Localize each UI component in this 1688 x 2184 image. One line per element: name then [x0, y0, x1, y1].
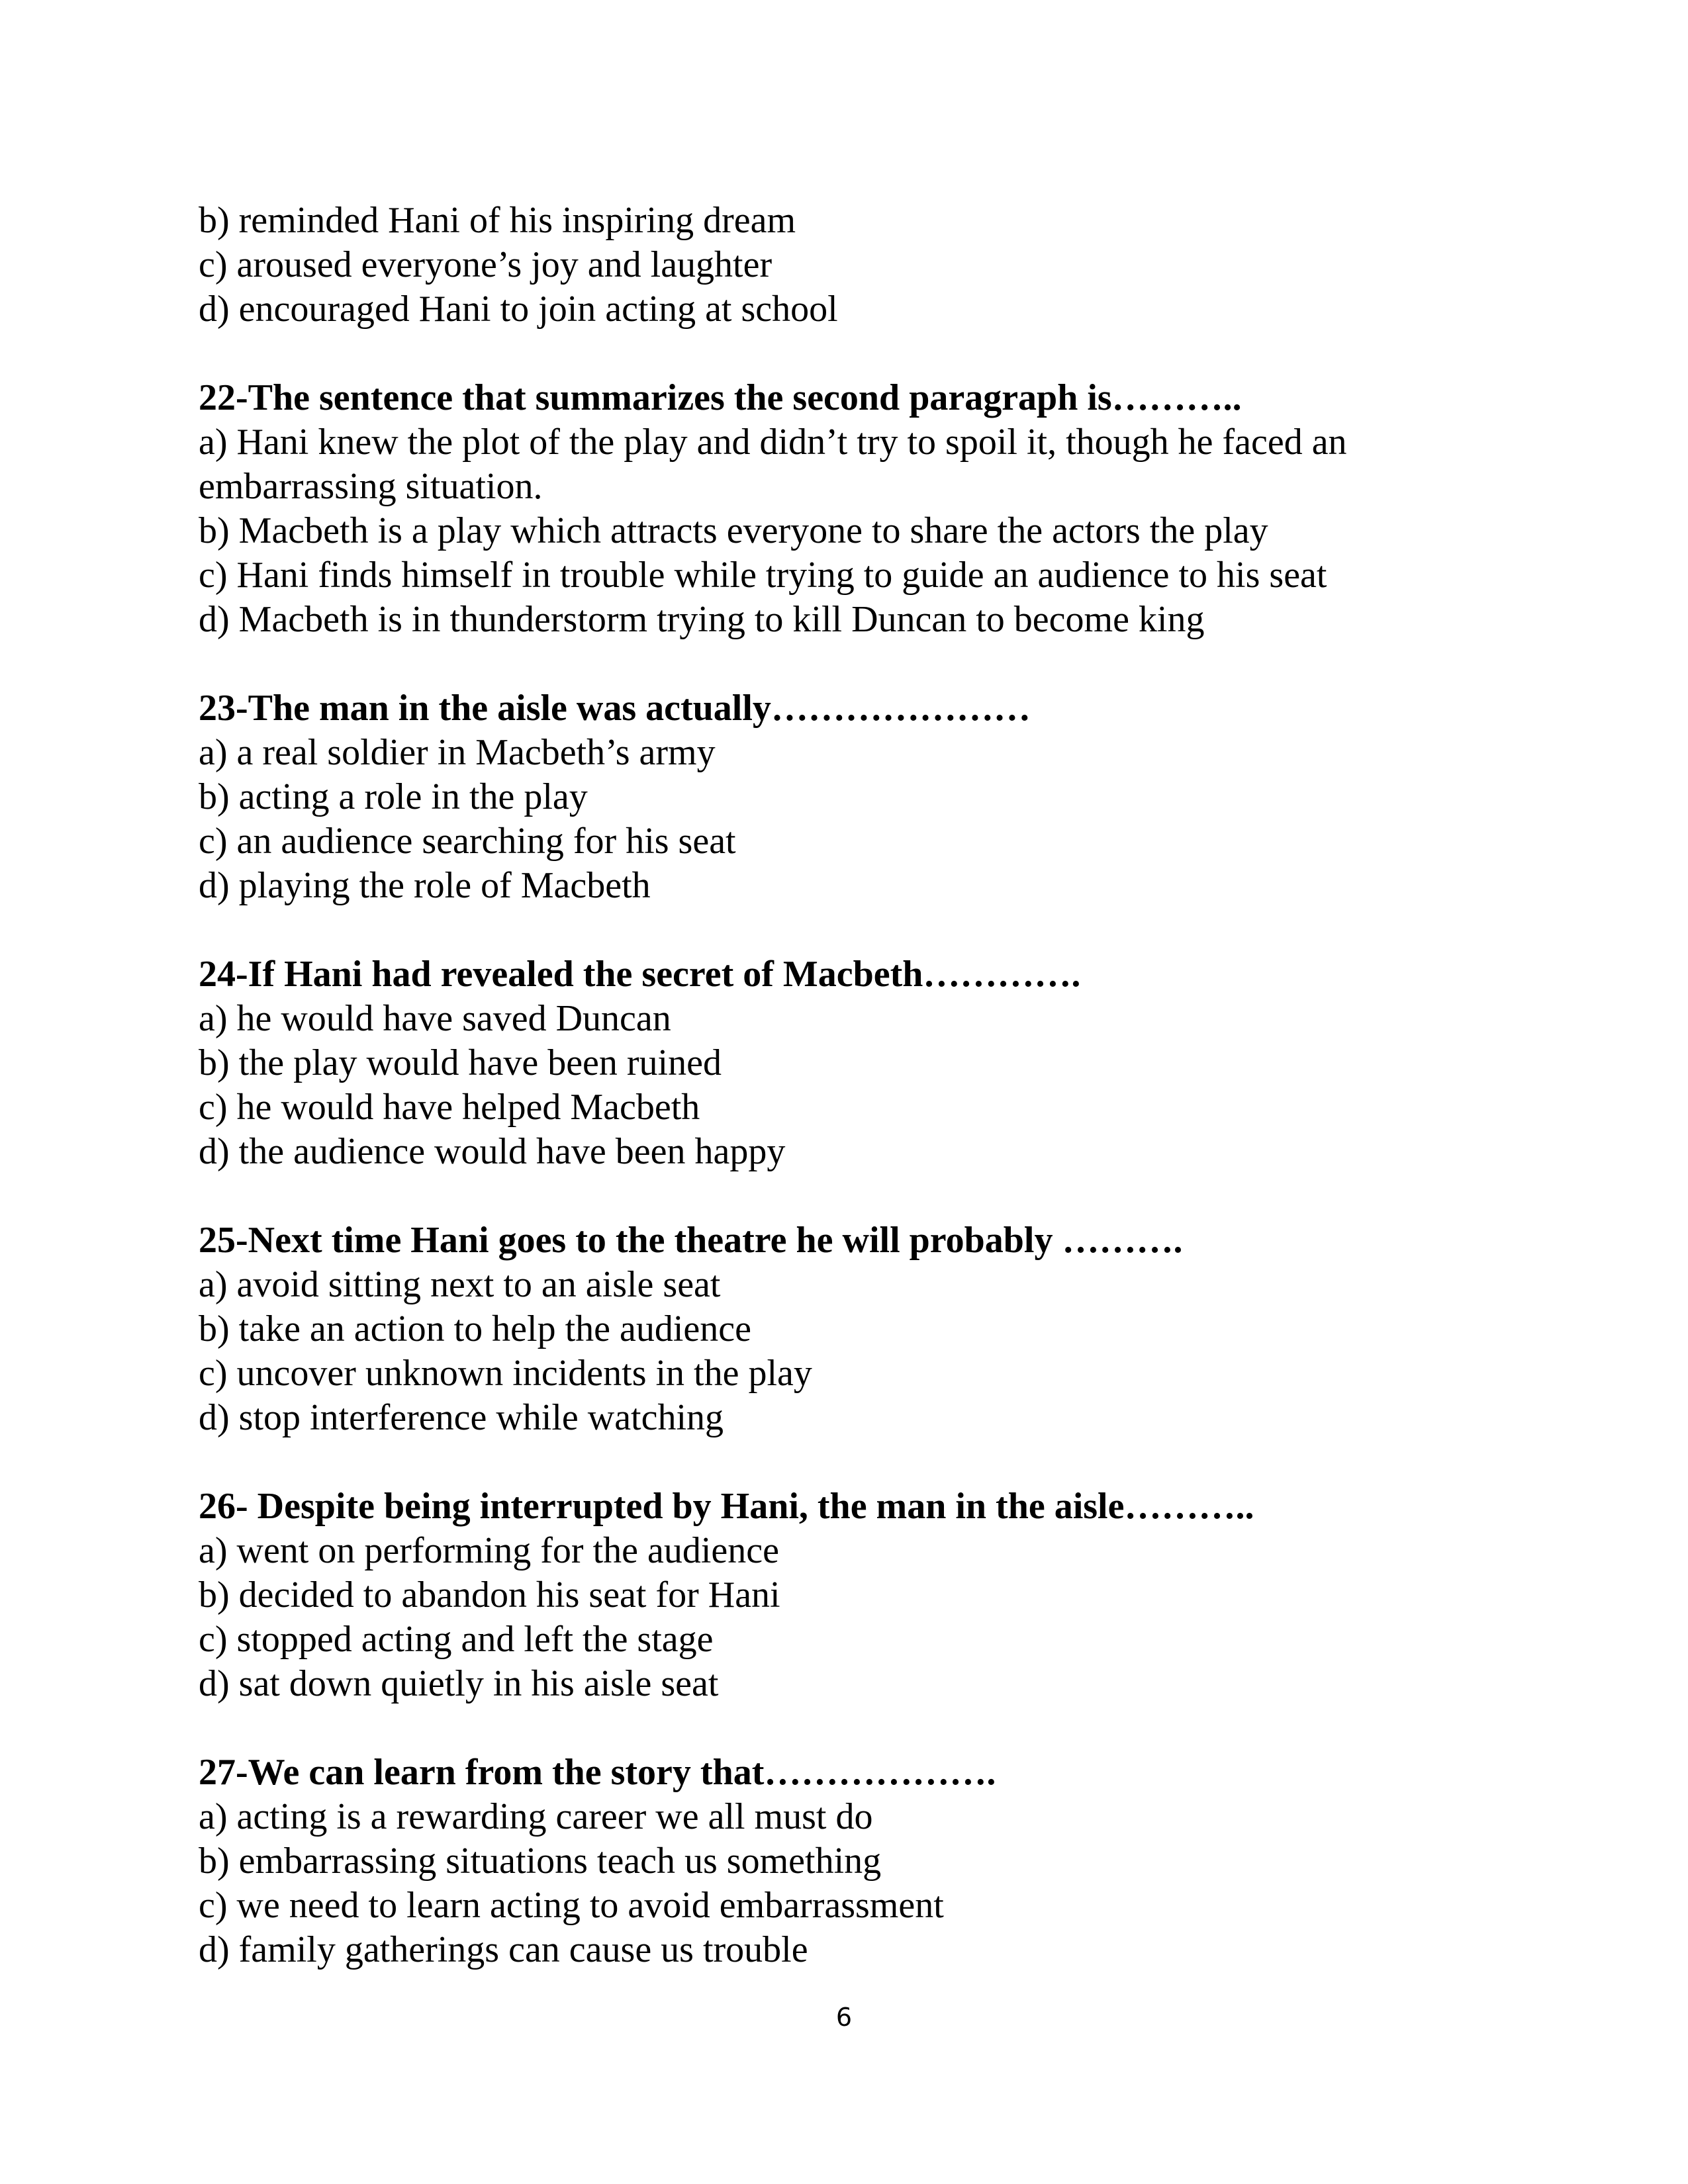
option-c: c) aroused everyone’s joy and laughter [199, 244, 773, 285]
option-b: b) acting a role in the play [199, 776, 588, 817]
option-c: c) uncover unknown incidents in the play [199, 1353, 812, 1394]
option-c: c) we need to learn acting to avoid embarrassment [199, 1885, 944, 1926]
option-c: c) stopped acting and left the stage [199, 1619, 714, 1660]
question-23-block [199, 686, 1496, 908]
option-d: d) family gatherings can cause us trouble [199, 1929, 808, 1970]
option-a: a) he would have saved Duncan [199, 998, 671, 1039]
option-b: b) reminded Hani of his inspiring dream [199, 200, 796, 241]
option-d: d) playing the role of Macbeth [199, 865, 651, 906]
question-22: 22-The sentence that summarizes the second paragraph is……….. [199, 377, 1242, 418]
option-d: d) Macbeth is in thunderstorm trying to kill Duncan to become king [199, 599, 1205, 640]
question-22-block [199, 376, 1496, 642]
question-26: 26- Despite being interrupted by Hani, the man in the aisle……….. [199, 1486, 1254, 1527]
continued-options [199, 199, 1496, 332]
option-d: d) encouraged Hani to join acting at school [199, 289, 838, 330]
option-b: b) take an action to help the audience [199, 1308, 751, 1349]
option-a: a) a real soldier in Macbeth’s army [199, 732, 716, 773]
page-content [199, 199, 1496, 1972]
page-number: 6 [835, 2003, 853, 2032]
option-b: b) the play would have been ruined [199, 1042, 722, 1083]
question-26-block [199, 1484, 1496, 1706]
option-a: a) Hani knew the plot of the play and didn’t try to spoil it, though he faced an embarrassing situation. [199, 422, 1347, 507]
question-25-block [199, 1218, 1496, 1440]
option-d: d) the audience would have been happy [199, 1131, 786, 1172]
option-c: c) Hani finds himself in trouble while trying to guide an audience to his seat [199, 555, 1327, 596]
option-a: a) went on performing for the audience [199, 1530, 779, 1571]
option-b: b) embarrassing situations teach us something [199, 1841, 882, 1882]
question-24-block [199, 952, 1496, 1174]
question-25: 25-Next time Hani goes to the theatre he will probably ………. [199, 1220, 1183, 1261]
option-c: c) an audience searching for his seat [199, 821, 736, 862]
option-a: a) avoid sitting next to an aisle seat [199, 1264, 721, 1305]
question-27-block [199, 1751, 1496, 1972]
option-a: a) acting is a rewarding career we all must do [199, 1796, 873, 1837]
question-24: 24-If Hani had revealed the secret of Macbeth…………. [199, 954, 1081, 995]
option-b: b) decided to abandon his seat for Hani [199, 1574, 780, 1615]
option-c: c) he would have helped Macbeth [199, 1087, 700, 1128]
option-d: d) sat down quietly in his aisle seat [199, 1663, 719, 1704]
question-27: 27-We can learn from the story that………………. [199, 1752, 996, 1793]
option-b: b) Macbeth is a play which attracts everyone to share the actors the play [199, 510, 1268, 551]
question-23: 23-The man in the aisle was actually………………… [199, 688, 1031, 729]
option-d: d) stop interference while watching [199, 1397, 724, 1438]
